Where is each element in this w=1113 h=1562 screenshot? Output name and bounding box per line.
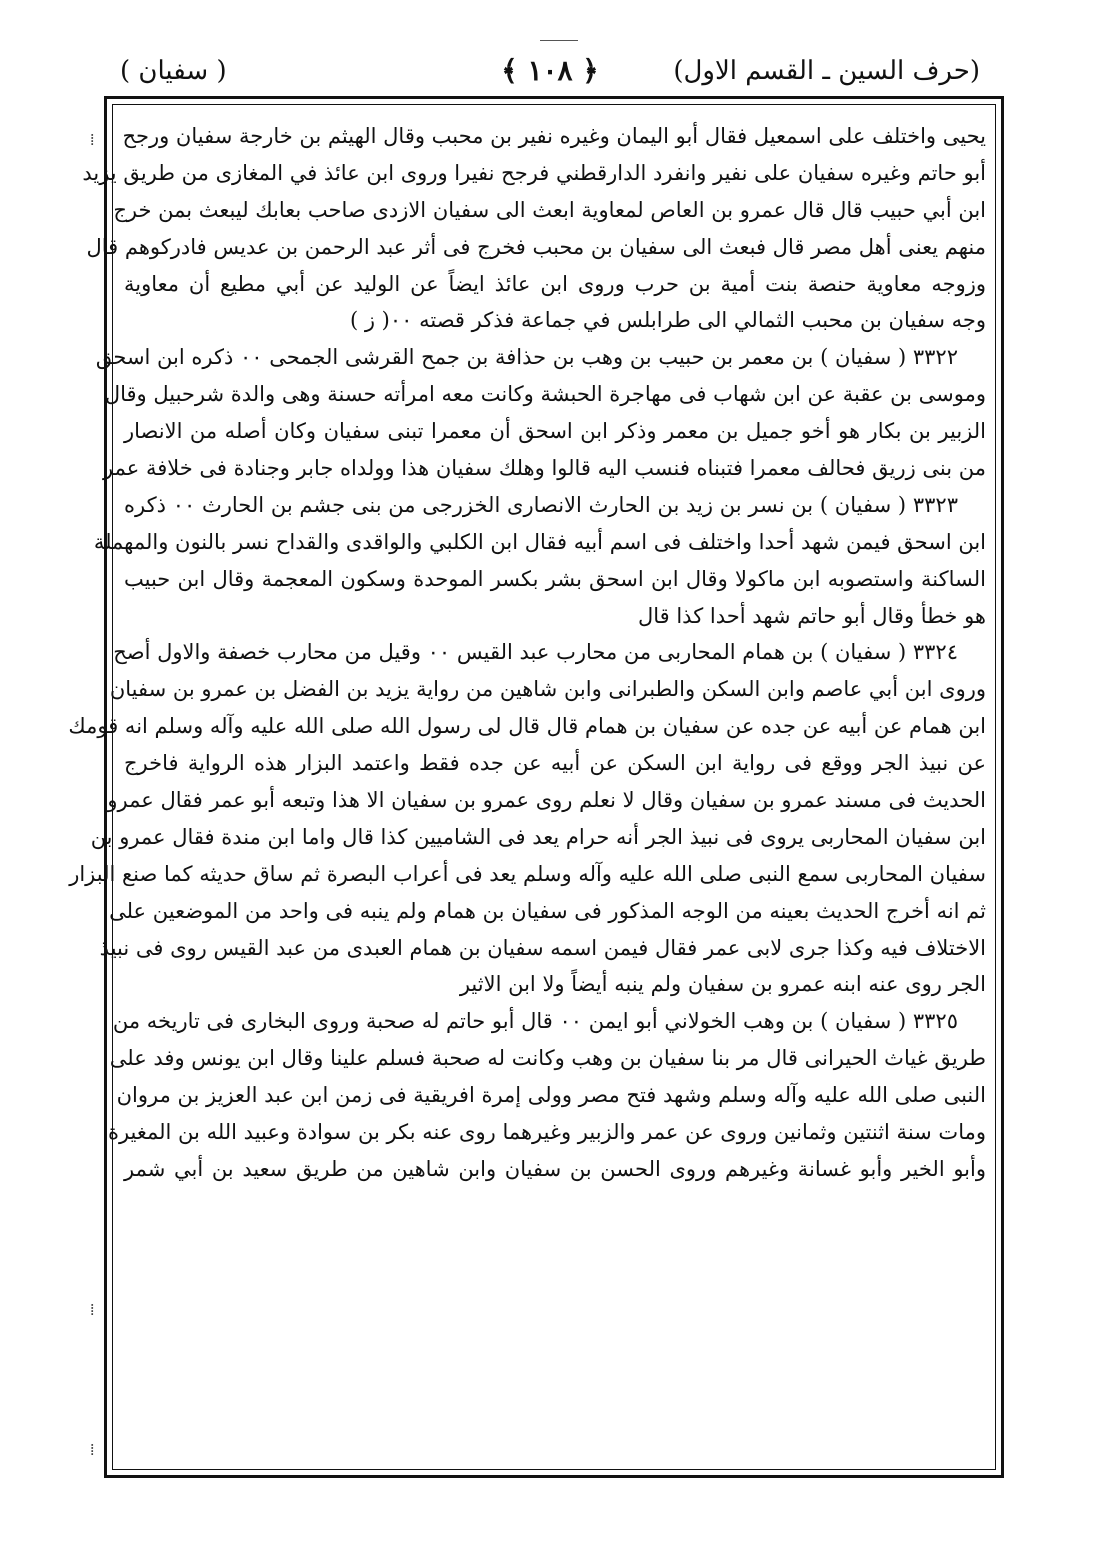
entry-3325-line: ٣٣٢٥ ( سفيان ) بن وهب الخولاني أبو ايمن ٠٠ قال أبو حاتم له صحبة وروى البخارى فى تاريخه من <box>112 1009 958 1034</box>
text-line: ابن سفيان المحاربى يروى فى نبيذ الجر أنه حرام يعد فى الشاميين كذا قال واما ابن مندة فقال عمرو بن <box>90 824 986 849</box>
text-line: ابن اسحق فيمن شهد أحدا واختلف فى اسم أبيه فقال ابن الكلبي والواقدى والقداح نسر بالنون والمهملة <box>93 529 986 554</box>
body-text <box>68 118 986 1458</box>
text-line: هو خطأ وقال أبو حاتم شهد أحدا كذا قال <box>637 603 986 628</box>
running-header <box>120 52 980 98</box>
page-number: ﴿ ١٠٨ ﴾ <box>501 54 599 87</box>
text-line: وروى ابن أبي عاصم وابن السكن والطبرانى وابن شاهين من رواية يزيد بن الفضل بن عمرو بن سفيان <box>109 677 986 702</box>
text-line: وموسى بن عقبة عن ابن شهاب فى مهاجرة الحبشة وكانت معه امرأته حسنة وهى والدة شرحبيل وقال <box>104 382 986 407</box>
text-line: الزبير بن بكار هو أخو جميل بن معمر وذكر ابن اسحق أن معمرا تبنى سفيان وكان أصله من الانصار <box>124 419 986 444</box>
margin-mark: ⁞ <box>90 130 95 149</box>
text-line: طريق غياث الحيرانى قال مر بنا سفيان بن وهب وكانت له صحبة فسلم علينا وقال ابن يونس وفد على <box>109 1046 986 1071</box>
text-line: ابن همام عن أبيه عن جده عن سفيان بن همام قال قال لى رسول الله صلى الله عليه وآله وسلم انه قومك <box>68 714 986 739</box>
text-line: سفيان المحاربى سمع النبى صلى الله عليه وآله وسلم يعد فى أعراب البصرة ثم ساق حديثه كما صنع البزار <box>69 861 986 886</box>
text-line: يحيى واختلف على اسمعيل فقال أبو اليمان وغيره نفير بن محبب وقال الهيثم بن خارجة سفيان ورجح <box>122 124 986 148</box>
text-line: الجر روى عنه ابنه عمرو بن سفيان ولم ينبه أيضاً ولا ابن الاثير <box>459 972 986 997</box>
text-line: ابن أبي حبيب قال قال عمرو بن العاص لمعاوية ابعث الى سفيان الازدى صاحب بعابك ليبعث بمن خرج <box>113 197 986 222</box>
entry-3323-line: ٣٣٢٣ ( سفيان ) بن نسر بن زيد بن الحارث الانصارى الخزرجى من بنى جشم بن الحارث ٠٠ ذكره <box>124 492 958 517</box>
text-line: منهم يعنى أهل مصر قال فبعث الى سفيان بن محبب فخرج فى أثر عبد الرحمن بن عديس فادركوهم قال <box>86 234 986 259</box>
text-line: الساكنة واستصوبه ابن ماكولا وقال ابن اسحق بشر بكسر الموحدة وسكون المعجمة وقال ابن حبيب <box>124 566 986 591</box>
text-line: الحديث فى مسند عمرو بن سفيان وقال لا نعلم روى عمرو بن سفيان الا هذا وتبعه أبو عمر فقال عمرو <box>107 788 986 813</box>
text-line: الاختلاف فيه وكذا جرى لابى عمر فقال فيمن اسمه سفيان بن همام العبدى من عبد القيس روى فى نبيذ <box>99 935 986 960</box>
text-line: وجه سفيان بن محبب الثمالي الى طرابلس في جماعة فذكر قصته ٠٠( ز ) <box>349 308 986 333</box>
chapter-title: (حرف السين ـ القسم الاول) <box>673 56 980 86</box>
text-line: وأبو الخير وأبو غسانة وغيرهم وروى الحسن بن سفيان وابن شاهين من طريق سعيد بن أبي شمر <box>124 1156 986 1181</box>
text-line: وزوجه معاوية حنصة بنت أمية بن حرب وروى ابن عائذ ايضاً عن الوليد عن أبي مطيع أن معاوية <box>124 271 986 296</box>
top-dash <box>540 40 578 41</box>
text-line: النبى صلى الله عليه وآله وسلم وشهد فتح مصر وولى إمرة افريقية فى زمن ابن عبد العزيز بن مروان <box>116 1083 986 1108</box>
text-line: من بنى زريق فحالف معمرا فتبناه فنسب اليه قالوا وهلك سفيان هذا وولداه جابر وجنادة فى خلافة عمر <box>103 456 986 481</box>
margin-mark: ⁞ <box>90 1440 95 1459</box>
margin-mark: ⁞ <box>90 1300 95 1319</box>
text-line: ومات سنة اثنتين وثمانين وروى عن عمر والزبير وغيرهما روى عنه بكر بن سوادة وعبيد الله بن المغيرة <box>107 1120 986 1145</box>
entry-3324-line: ٣٣٢٤ ( سفيان ) بن همام المحاربى من محارب عبد القيس ٠٠ وقيل من محارب خصفة والاول أصح <box>113 640 958 665</box>
text-line: ثم انه أخرج الحديث بعينه من الوجه المذكور فى سفيان بن همام ولم ينبه فى واحد من الموضعين على <box>109 898 986 923</box>
text-line: أبو حاتم وغيره سفيان على نفير وانفرد الدارقطني فرجح نفيرا وروى ابن عائذ في المغازى من طريق يزيد <box>82 160 986 185</box>
entry-3322-line: ٣٣٢٢ ( سفيان ) بن معمر بن حبيب بن وهب بن حذافة بن جمح القرشى الجمحى ٠٠ ذكره ابن اسحق <box>95 345 958 370</box>
section-title: ( سفيان ) <box>120 56 227 86</box>
text-line: عن نبيذ الجر ووقع فى رواية ابن السكن عن أبيه عن جده فقط واعتمد البزار هذه الرواية فاخرج <box>124 751 986 776</box>
